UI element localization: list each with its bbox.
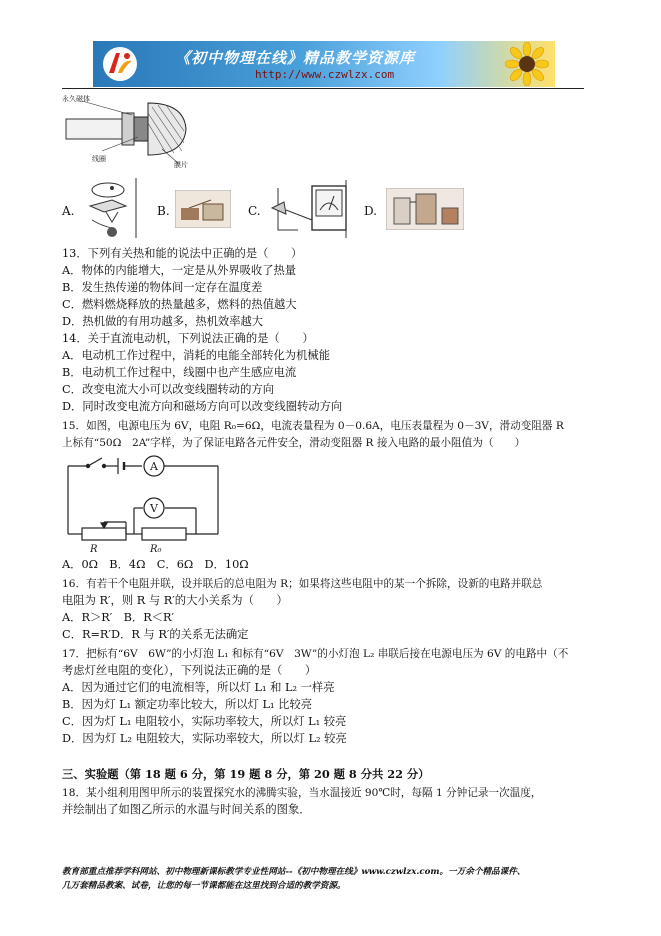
- header-divider: [62, 88, 584, 89]
- q13-option-a: A．物体的内能增大，一定是从外界吸收了热量: [62, 264, 297, 277]
- q14-stem: 14．关于直流电动机，下列说法正确的是（ ）: [62, 332, 314, 345]
- q15-stem-2: 上标有“50Ω 2A”字样，为了保证电路各元件安全，滑动变阻器 R 接入电路的最小阻值为（ ）: [62, 437, 526, 449]
- label-membrane: 膜片: [174, 161, 188, 169]
- option-a-image: [82, 176, 142, 240]
- label-coil: 线圈: [92, 155, 106, 163]
- label-magnet: 永久磁体: [62, 95, 90, 103]
- q16-options-ab: A．R＞R′ B．R＜R′: [62, 611, 175, 624]
- resistor-r0-label: R₀: [150, 544, 162, 554]
- q13-option-c: C．燃料燃烧释放的热量越多，燃料的热值越大: [62, 298, 297, 311]
- logo-icon: [101, 45, 139, 83]
- option-d-image: [386, 188, 464, 230]
- q17-option-c: C．因为灯 L₁ 电阻较小，实际功率较大，所以灯 L₁ 较亮: [62, 715, 347, 728]
- option-a-label: A.: [62, 204, 75, 218]
- ammeter-label: A: [150, 460, 158, 473]
- footer-line-1: 教育部重点推荐学科网站、初中物理新课标教学专业性网站--《初中物理在线》www.czwlzx.com。一万余个精品课件、: [62, 867, 526, 877]
- footer-line-2: 几万套精品教案、试卷，让您的每一节课都能在这里找到合适的教学资源。: [62, 881, 346, 891]
- q14-option-a: A．电动机工作过程中，消耗的电能全部转化为机械能: [62, 349, 330, 362]
- voltmeter-label: V: [150, 502, 158, 515]
- banner-title: 《初中物理在线》精品教学资源库: [175, 49, 416, 67]
- option-d-label: D.: [364, 204, 378, 218]
- option-b-label: B.: [157, 204, 170, 218]
- q17-option-d: D．因为灯 L₂ 电阻较大，实际功率较大，所以灯 L₂ 较亮: [62, 732, 347, 745]
- option-c-image: [268, 180, 348, 238]
- q16-options-cd: C．R=R′D．R 与 R′的关系无法确定: [62, 628, 249, 641]
- q17-option-a: A．因为通过它们的电流相等，所以灯 L₁ 和 L₂ 一样亮: [62, 681, 335, 694]
- resistor-r-label: R: [90, 544, 98, 554]
- banner-url[interactable]: http://www.czwlzx.com: [255, 68, 395, 81]
- q14-option-d: D．同时改变电流方向和磁场方向可以改变线圈转动方向: [62, 400, 343, 413]
- q17-option-b: B．因为灯 L₁ 额定功率比较大，所以灯 L₁ 比较亮: [62, 698, 313, 711]
- header-banner: [93, 41, 555, 87]
- q15-stem-1: 15．如图，电源电压为 6V，电阻 R₀=6Ω，电流表量程为 0－0.6A，电压表量程为 0－3V，滑动变阻器 R: [62, 420, 564, 432]
- q14-option-b: B．电动机工作过程中，线圈中也产生感应电流: [62, 366, 297, 379]
- q18-stem-1: 18．某小组利用图甲所示的装置探究水的沸腾实验，当水温接近 90℃时，每隔 1 分钟记录一次温度，: [62, 787, 542, 799]
- option-c-label: C.: [248, 204, 261, 218]
- q14-option-c: C．改变电流大小可以改变线圈转动的方向: [62, 383, 274, 396]
- q16-stem-1: 16．有若干个电阻并联，设并联后的总电阻为 R；如果将这些电阻中的某一个拆除，设新的电路并联总: [62, 578, 543, 590]
- q13-option-d: D．热机做的有用功越多，热机效率越大: [62, 315, 264, 328]
- sunflower-icon: [505, 42, 549, 86]
- q15-options: A．0Ω B．4Ω C．6Ω D．10Ω: [62, 558, 249, 571]
- q16-stem-2: 电阻为 R′，则 R 与 R′的大小关系为（ ）: [62, 594, 288, 607]
- microphone-figure: [62, 93, 194, 169]
- q17-stem-1: 17．把标有“6V 6W”的小灯泡 L₁ 和标有“6V 3W”的小灯泡 L₂ 串联后接在电源电压为 6V 的电路中（不: [62, 648, 569, 660]
- q17-stem-2: 考虑灯丝电阻的变化），下列说法正确的是（ ）: [62, 664, 317, 677]
- q15-circuit-diagram: [62, 452, 242, 554]
- section-3-title: 三、实验题（第 18 题 6 分，第 19 题 8 分，第 20 题 8 分共 22 分）: [62, 767, 430, 781]
- q13-stem: 13．下列有关热和能的说法中正确的是（ ）: [62, 247, 303, 260]
- option-b-image: [175, 190, 231, 228]
- q13-option-b: B．发生热传递的物体间一定存在温度差: [62, 281, 263, 294]
- q18-stem-2: 并绘制出了如图乙所示的水温与时间关系的图象．: [62, 803, 311, 816]
